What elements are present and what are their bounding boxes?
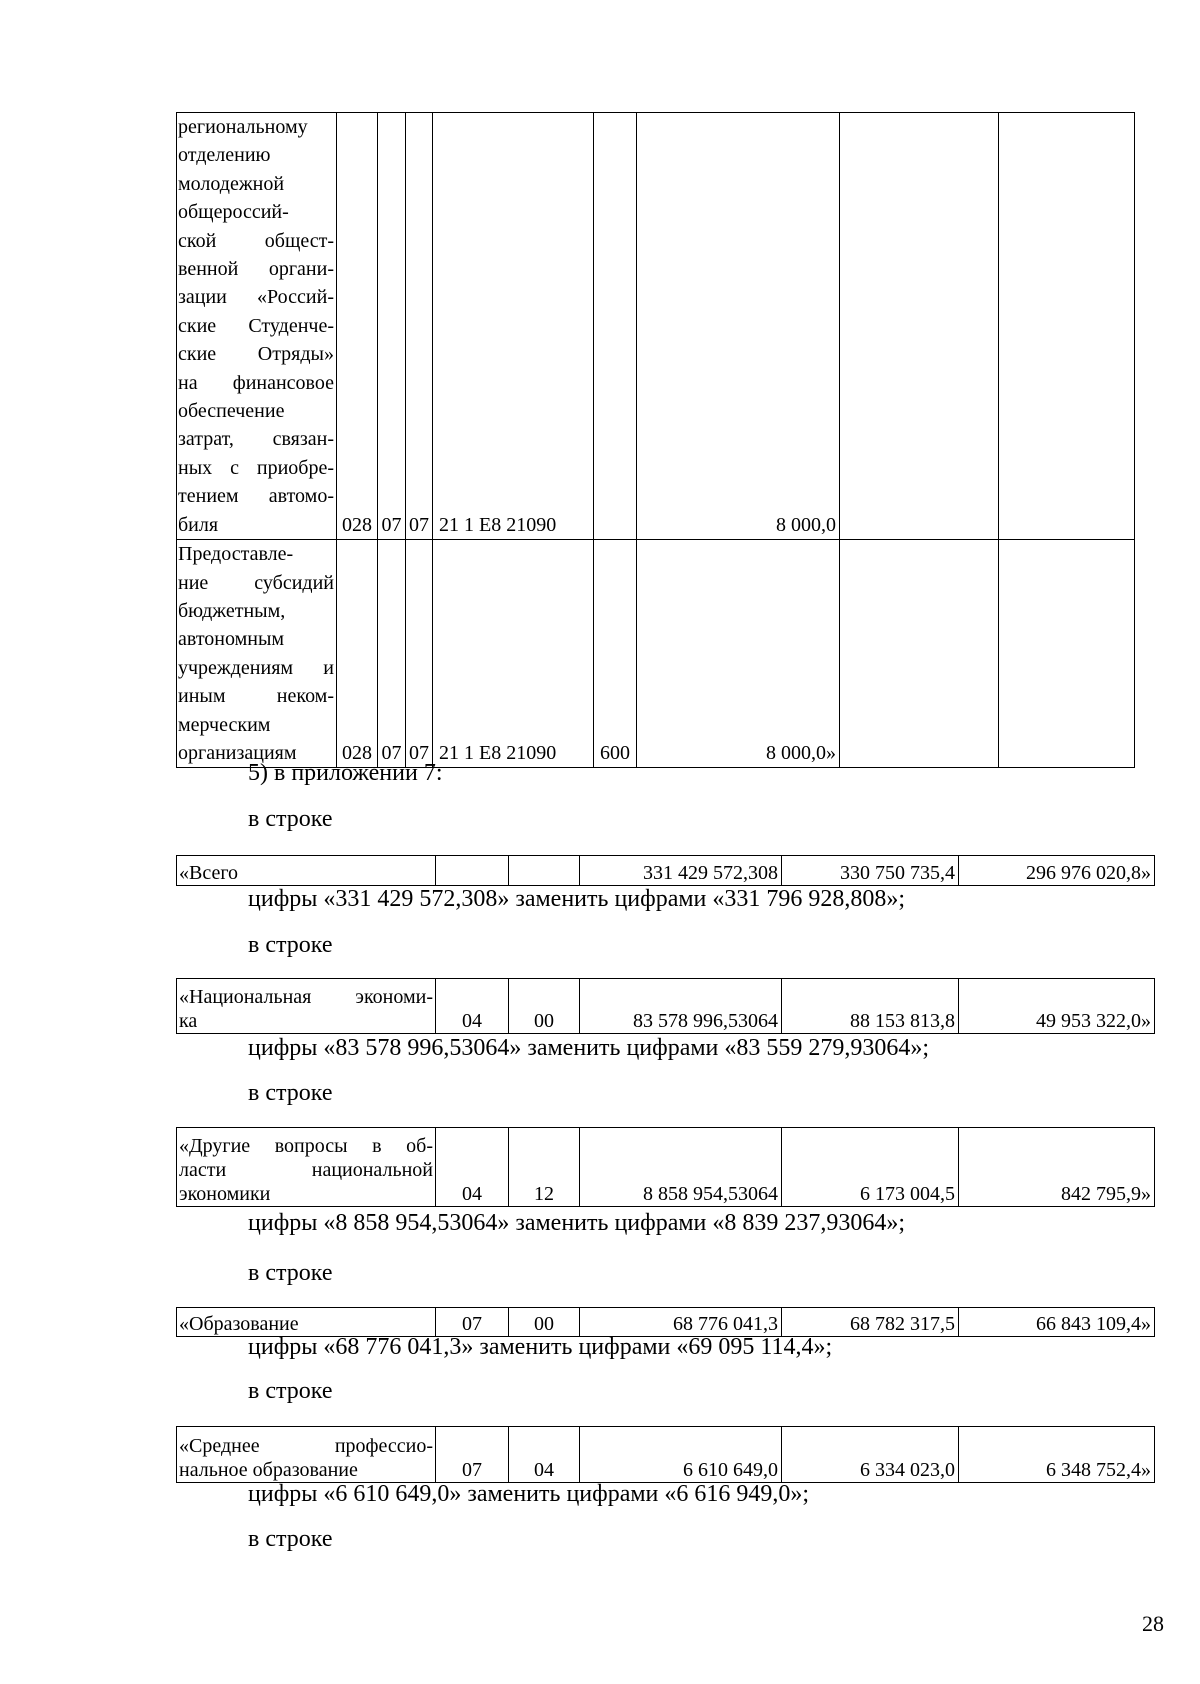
table-row bbox=[177, 856, 1155, 886]
section-code: 07 bbox=[378, 540, 406, 768]
amendment-table bbox=[176, 1307, 1155, 1337]
text-line: Предоставле- bbox=[178, 543, 294, 566]
text-line: зации «Россий- bbox=[178, 286, 334, 309]
appendix-table bbox=[176, 112, 1135, 768]
empty-cell bbox=[999, 113, 1135, 540]
line-name bbox=[177, 1427, 436, 1483]
value-year-1: 83 578 996,53064 bbox=[580, 979, 782, 1034]
text-line: мерческим bbox=[178, 713, 271, 736]
amendment-table bbox=[176, 1426, 1155, 1483]
text-line: ской общест- bbox=[178, 229, 334, 252]
text-line: ных с приобре- bbox=[178, 456, 334, 479]
ved-code: 028 bbox=[337, 113, 378, 540]
table-row bbox=[177, 113, 1135, 540]
text-line: «Образование bbox=[179, 1313, 299, 1335]
text-line: ские Студенче- bbox=[178, 314, 334, 337]
subsection-code: 00 bbox=[509, 1308, 580, 1337]
value-year-1: 8 858 954,53064 bbox=[580, 1128, 782, 1207]
value-year-2: 6 173 004,5 bbox=[782, 1128, 959, 1207]
text-line: «Другие вопросы в об- bbox=[179, 1135, 433, 1157]
section-code: 04 bbox=[436, 979, 509, 1034]
table-row bbox=[177, 1128, 1155, 1207]
block-intro: в строке bbox=[248, 1378, 333, 1404]
text-line: ние субсидий bbox=[178, 571, 334, 594]
amendment-table bbox=[176, 978, 1155, 1034]
subsection-code: 04 bbox=[509, 1427, 580, 1483]
empty-cell bbox=[840, 540, 999, 768]
amount-cell: 8 000,0 bbox=[637, 113, 840, 540]
target-article-code: 21 1 Е8 21090 bbox=[433, 113, 594, 540]
table-row bbox=[177, 540, 1135, 768]
text-line: ласти национальной bbox=[179, 1159, 433, 1181]
target-article-code: 21 1 Е8 21090 bbox=[433, 540, 594, 768]
table-row bbox=[177, 979, 1155, 1034]
value-year-3: 49 953 322,0» bbox=[959, 979, 1155, 1034]
value-year-3: 6 348 752,4» bbox=[959, 1427, 1155, 1483]
section-code: 07 bbox=[436, 1308, 509, 1337]
table-row bbox=[177, 1308, 1155, 1337]
replacement-text: цифры «8 858 954,53064» заменить цифрами «8 839 237,93064»; bbox=[248, 1210, 906, 1236]
text-line: на финансовое bbox=[178, 371, 334, 394]
value-year-1: 331 429 572,308 bbox=[580, 856, 782, 886]
amendment-table bbox=[176, 855, 1155, 886]
row-description bbox=[177, 540, 337, 768]
section-code bbox=[436, 856, 509, 886]
subsection-code: 00 bbox=[509, 979, 580, 1034]
text-line: биля bbox=[178, 513, 219, 536]
amendment-table bbox=[176, 1127, 1155, 1207]
closing-intro: в строке bbox=[248, 1526, 333, 1552]
text-line: «Национальная экономи- bbox=[179, 986, 433, 1008]
subsection-code bbox=[509, 856, 580, 886]
row-description bbox=[177, 113, 337, 540]
block-intro: в строке bbox=[248, 806, 333, 832]
value-year-3: 66 843 109,4» bbox=[959, 1308, 1155, 1337]
text-line: молодежной bbox=[178, 172, 285, 195]
text-line: автономным bbox=[178, 628, 285, 651]
value-year-2: 68 782 317,5 bbox=[782, 1308, 959, 1337]
replacement-text: цифры «6 610 649,0» заменить цифрами «6 616 949,0»; bbox=[248, 1481, 810, 1507]
text-line: учреждениям и bbox=[178, 656, 334, 679]
text-line: «Всего bbox=[179, 862, 239, 884]
section-code: 07 bbox=[378, 113, 406, 540]
text-line: обеспечение bbox=[178, 400, 285, 423]
text-line: региональному bbox=[178, 116, 308, 138]
block-intro: в строке bbox=[248, 932, 333, 958]
text-line: венной органи- bbox=[178, 258, 334, 281]
subsection-code: 12 bbox=[509, 1128, 580, 1207]
table-row bbox=[177, 1427, 1155, 1483]
replacement-text: цифры «83 578 996,53064» заменить цифрами «83 559 279,93064»; bbox=[248, 1035, 930, 1061]
replacement-text: цифры «68 776 041,3» заменить цифрами «69 095 114,4»; bbox=[248, 1334, 833, 1360]
text-line: иным неком- bbox=[178, 685, 334, 708]
text-line: экономики bbox=[179, 1183, 271, 1205]
text-line: организациям bbox=[178, 741, 297, 764]
value-year-1: 6 610 649,0 bbox=[580, 1427, 782, 1483]
line-name bbox=[177, 979, 436, 1034]
value-year-2: 330 750 735,4 bbox=[782, 856, 959, 886]
line-name bbox=[177, 856, 436, 886]
text-line: ка bbox=[179, 1010, 198, 1032]
value-year-3: 842 795,9» bbox=[959, 1128, 1155, 1207]
replacement-text: цифры «331 429 572,308» заменить цифрами «331 796 928,808»; bbox=[248, 886, 906, 912]
empty-cell bbox=[840, 113, 999, 540]
text-line: «Среднее профессио- bbox=[179, 1435, 433, 1457]
subsection-code: 07 bbox=[406, 113, 433, 540]
page-number: 28 bbox=[1142, 1611, 1164, 1636]
line-name bbox=[177, 1128, 436, 1207]
text-line: общероссий- bbox=[178, 201, 289, 224]
value-year-2: 88 153 813,8 bbox=[782, 979, 959, 1034]
section-code: 04 bbox=[436, 1128, 509, 1207]
value-year-3: 296 976 020,8» bbox=[959, 856, 1155, 886]
text-line: тением автомо- bbox=[178, 485, 334, 508]
text-line: затрат, связан- bbox=[178, 428, 334, 451]
text-line: нальное образование bbox=[179, 1459, 358, 1481]
value-year-2: 6 334 023,0 bbox=[782, 1427, 959, 1483]
expense-type-code bbox=[594, 113, 637, 540]
text-line: бюджетным, bbox=[178, 599, 286, 622]
line-name bbox=[177, 1308, 436, 1337]
block-intro: в строке bbox=[248, 1260, 333, 1286]
value-year-1: 68 776 041,3 bbox=[580, 1308, 782, 1337]
section-code: 07 bbox=[436, 1427, 509, 1483]
block-intro: в строке bbox=[248, 1080, 333, 1106]
ved-code: 028 bbox=[337, 540, 378, 768]
section-heading: 5) в приложении 7: bbox=[248, 760, 443, 786]
amount-cell: 8 000,0» bbox=[637, 540, 840, 768]
expense-type-code: 600 bbox=[594, 540, 637, 768]
text-line: отделению bbox=[178, 144, 271, 167]
empty-cell bbox=[999, 540, 1135, 768]
subsection-code: 07 bbox=[406, 540, 433, 768]
text-line: ские Отряды» bbox=[178, 343, 334, 366]
